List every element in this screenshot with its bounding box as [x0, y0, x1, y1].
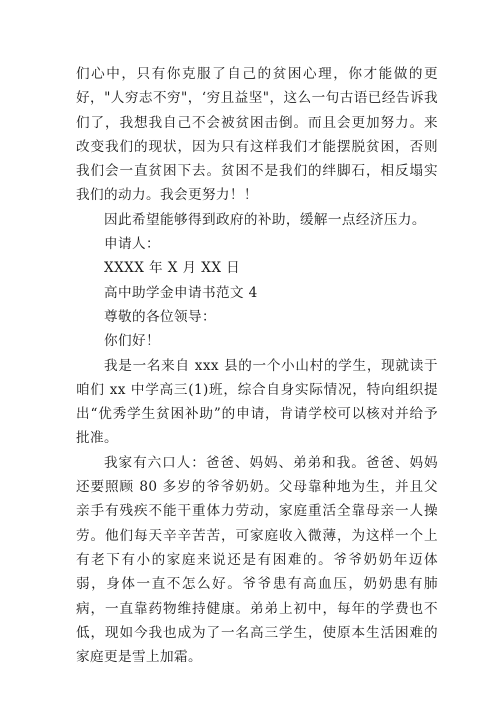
paragraph-continuation: 们心中，只有你克服了自己的贫困心理，你才能做的更好，"人穷志不穷"，‘穷且益坚"，这么一句古语已经告诉我们了，我想我自己不会被贫困击倒。而且会更加努力。来改变我们的现状，因为只有这样我们才能摆脱贫困，否则我们会一直贫困下去。贫困不是我们的绊脚石，相反塌实我们的动力。我会更努力！！	[76, 66, 438, 204]
paragraph-family-situation: 我家有六口人：爸爸、妈妈、弟弟和我。爸爸、妈妈还要照顾 80 多岁的爷爷奶奶。父母靠种地为生，并且父亲手有残疾不能干重体力劳动，家庭重活全靠母亲一人操劳。他们每天辛辛苦苦，可家庭收入微薄，为这样一个上有老下有小的家庭来说还是有困难的。爷爷奶奶年迈体弱，身体一直不怎么好。爷爷患有高血压，奶奶患有肺病，一直靠药物维持健康。弟弟上初中，每年的学费也不低，现如今我也成为了一名高三学生，使原本生活困难的家庭更是雪上加霜。	[76, 454, 438, 666]
paragraph-subsidy-request: 因此希望能够得到政府的补助，缓解一点经济压力。	[104, 211, 426, 228]
paragraph-introduction: 我是一名来自 xxx 县的一个小山村的学生，现就读于咱们 xx 中学高三(1)班，综合自身实际情况，特向组织提出“优秀学生贫困补助”的申请，肯请学校可以核对并给予批准。	[76, 357, 438, 447]
section-heading: 高中助学金申请书范文 4	[104, 284, 258, 301]
date-line: XXXX 年 X 月 XX 日	[104, 260, 241, 277]
applicant-line: 申请人：	[104, 236, 160, 253]
document-body	[76, 62, 438, 669]
greeting: 你们好！	[104, 333, 160, 350]
salutation: 尊敬的各位领导：	[104, 308, 216, 325]
